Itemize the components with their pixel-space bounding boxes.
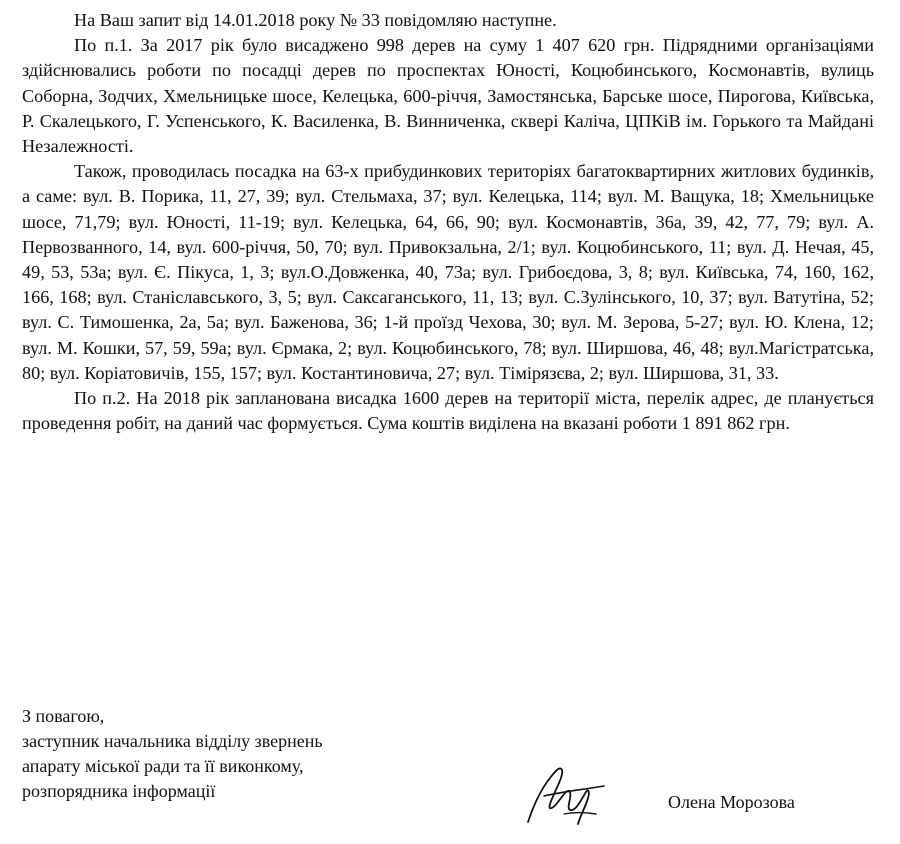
paragraph-item-1: По п.1. За 2017 рік було висаджено 998 дерев на суму 1 407 620 грн. Підрядними організаціями здійснювались роботи по посадці дерев по проспектах Юності, Коцюбинського, Космонавтів, вулиць Соборна, Зодчих, Хмельницьке шосе, Келецька, 600-річчя, Замостянська, Барське шосе, Пирогова, Київська, Р. Скалецького, Г. Успенського, К. Василенка, В. Винниченка, сквері Каліча, ЦПКіВ ім. Горького та Майдані Незалежності. [22,35,874,157]
signer-position-line-1: заступник начальника відділу звернень [22,731,323,751]
signer-name: Олена Морозова [668,792,795,812]
signer-position-line-2: апарату міської ради та її виконкому, [22,756,304,776]
paragraph-planted-yards: Також, проводилась посадка на 63-х прибудинкових територіях багатоквартирних житлових будинків, а саме: вул. В. Порика, 11, 27, 39; вул. Стельмаха, 37; вул. Келецька, 114; вул. М. Ващука, 18; Хмельницьке шосе, 71,79; вул. Юності, 11-19; вул. Келецька, 64, 66, 90; вул. Космонавтів, 36а, 39, 42, 77, 79; вул. А. Первозванного, 14, вул. 600-річчя, 50, 70; вул. Привокзальна, 2/1; вул. Коцюбинського, 11; вул. Д. Нечая, 45, 49, 53, 53а; вул. Є. Пікуса, 1, 3; вул.О.Довженка, 40, 73а; вул. Грибоєдова, 3, 8; вул. Київська, 74, 160, 162, 166, 168; вул. Станіславського, 3, 5; вул. Саксаганського, 11, 13; вул. С.Зулінського, 10, 37; вул. Ватутіна, 52; вул. С. Тимошенка, 2а, 5а; вул. Баженова, 36; 1-й проїзд Чехова, 30; вул. М. Зерова, 5-27; вул. Ю. Клена, 12; вул. М. Кошки, 57, 59, 59а; вул. Єрмака, 2; вул. Коцюбинського, 78; вул. Ширшова, 46, 48; вул.Магістратська, 80; вул. Коріатовичів, 155, 157; вул. Костантиновича, 27; вул. Тімірязєва, 2; вул. Ширшова, 31, 33. [22,161,874,383]
handwritten-signature [520,752,610,832]
signature-block [22,704,323,804]
letter-body [22,0,874,436]
closing-regards: З повагою, [22,706,105,726]
intro-line: На Ваш запит від 14.01.2018 року № 33 повідомляю наступне. [74,10,557,30]
signer-position-line-3: розпорядника інформації [22,781,216,801]
paragraph-item-2: По п.2. На 2018 рік запланована висадка 1600 дерев на території міста, перелік адрес, де планується проведення робіт, на даний час формується. Сума коштів виділена на вказані роботи 1 891 862 грн. [22,388,874,434]
